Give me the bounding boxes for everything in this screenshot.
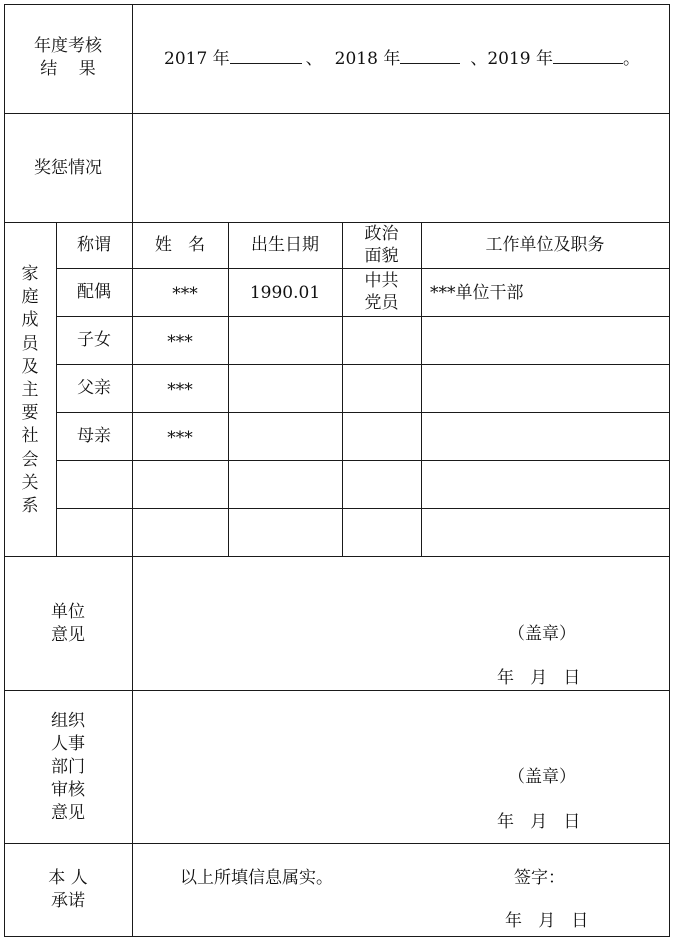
year-2019-blank[interactable] bbox=[553, 49, 623, 64]
divider-family-row3 bbox=[56, 412, 670, 413]
label-column-line-bottom bbox=[132, 556, 133, 936]
divider-rewards bbox=[4, 222, 670, 223]
divider-unit bbox=[4, 690, 670, 691]
unit-opinion-label-line1: 单位 bbox=[51, 602, 85, 622]
name-column-line bbox=[228, 222, 229, 556]
divider-family-header bbox=[56, 268, 670, 269]
family-section-label: 家庭成员及主要社会关系 bbox=[21, 264, 39, 517]
divider-annual bbox=[4, 113, 670, 114]
row4-name: *** bbox=[167, 428, 193, 448]
row3-relation: 父亲 bbox=[77, 378, 111, 398]
separator-1: 、 bbox=[305, 49, 323, 69]
header-political-line1: 政治 bbox=[364, 224, 399, 244]
year-2018-label: 2018 年 bbox=[334, 49, 401, 69]
border-bottom bbox=[4, 936, 670, 937]
annual-review-results bbox=[164, 48, 640, 70]
header-relation: 称谓 bbox=[77, 235, 111, 255]
row4-relation: 母亲 bbox=[77, 426, 111, 446]
org-opinion-label-line3: 部门 bbox=[51, 757, 85, 777]
org-opinion-label-line1: 组织 bbox=[51, 711, 85, 731]
row2-name: *** bbox=[167, 332, 193, 352]
unit-opinion-date: 年 月 日 bbox=[497, 668, 581, 688]
year-2017-blank[interactable] bbox=[230, 49, 302, 64]
label-column-line-top bbox=[132, 4, 133, 222]
header-name: 姓 名 bbox=[154, 235, 206, 255]
row1-name: *** bbox=[172, 284, 198, 304]
political-column-line bbox=[421, 222, 422, 556]
header-work: 工作单位及职务 bbox=[485, 235, 605, 255]
rewards-label: 奖惩情况 bbox=[34, 158, 102, 178]
org-opinion-label-line2: 人事 bbox=[51, 734, 85, 754]
header-birth: 出生日期 bbox=[251, 235, 319, 255]
divider-family-end bbox=[4, 556, 670, 557]
row1-work: ***单位干部 bbox=[430, 283, 524, 303]
row1-relation: 配偶 bbox=[77, 282, 111, 302]
row1-birth: 1990.01 bbox=[249, 283, 321, 303]
divider-family-row4 bbox=[56, 460, 670, 461]
year-2017-label: 2017 年 bbox=[164, 49, 230, 69]
unit-opinion-seal: （盖章） bbox=[508, 624, 576, 644]
org-opinion-label-line5: 意见 bbox=[51, 803, 85, 823]
pledge-label-line2: 承诺 bbox=[51, 891, 85, 911]
divider-org bbox=[4, 843, 670, 844]
pledge-label-line1: 本 人 bbox=[48, 868, 88, 888]
pledge-statement: 以上所填信息属实。 bbox=[180, 868, 333, 888]
org-opinion-seal: （盖章） bbox=[508, 767, 576, 787]
divider-family-row1 bbox=[56, 316, 670, 317]
annual-review-label-line2: 结 果 bbox=[40, 59, 96, 79]
border-top bbox=[4, 4, 670, 5]
end-mark: 。 bbox=[623, 49, 641, 69]
org-opinion-label-line4: 审核 bbox=[51, 780, 85, 800]
border-right bbox=[669, 4, 670, 937]
row1-political-line1: 中共 bbox=[364, 271, 399, 291]
annual-review-label-line1: 年度考核 bbox=[34, 36, 102, 56]
divider-family-row5 bbox=[56, 508, 670, 509]
header-political-line2: 面貌 bbox=[364, 246, 399, 266]
org-opinion-date: 年 月 日 bbox=[497, 812, 581, 832]
pledge-date: 年 月 日 bbox=[505, 911, 589, 931]
row2-relation: 子女 bbox=[77, 330, 111, 350]
row3-name: *** bbox=[167, 380, 193, 400]
year-2019-label: 、2019 年 bbox=[470, 49, 554, 69]
row1-political-line2: 党员 bbox=[364, 293, 399, 313]
unit-opinion-label-line2: 意见 bbox=[51, 625, 85, 645]
year-2018-blank[interactable] bbox=[400, 49, 460, 64]
divider-family-row2 bbox=[56, 364, 670, 365]
pledge-signature[interactable]: 签字： bbox=[514, 868, 565, 888]
